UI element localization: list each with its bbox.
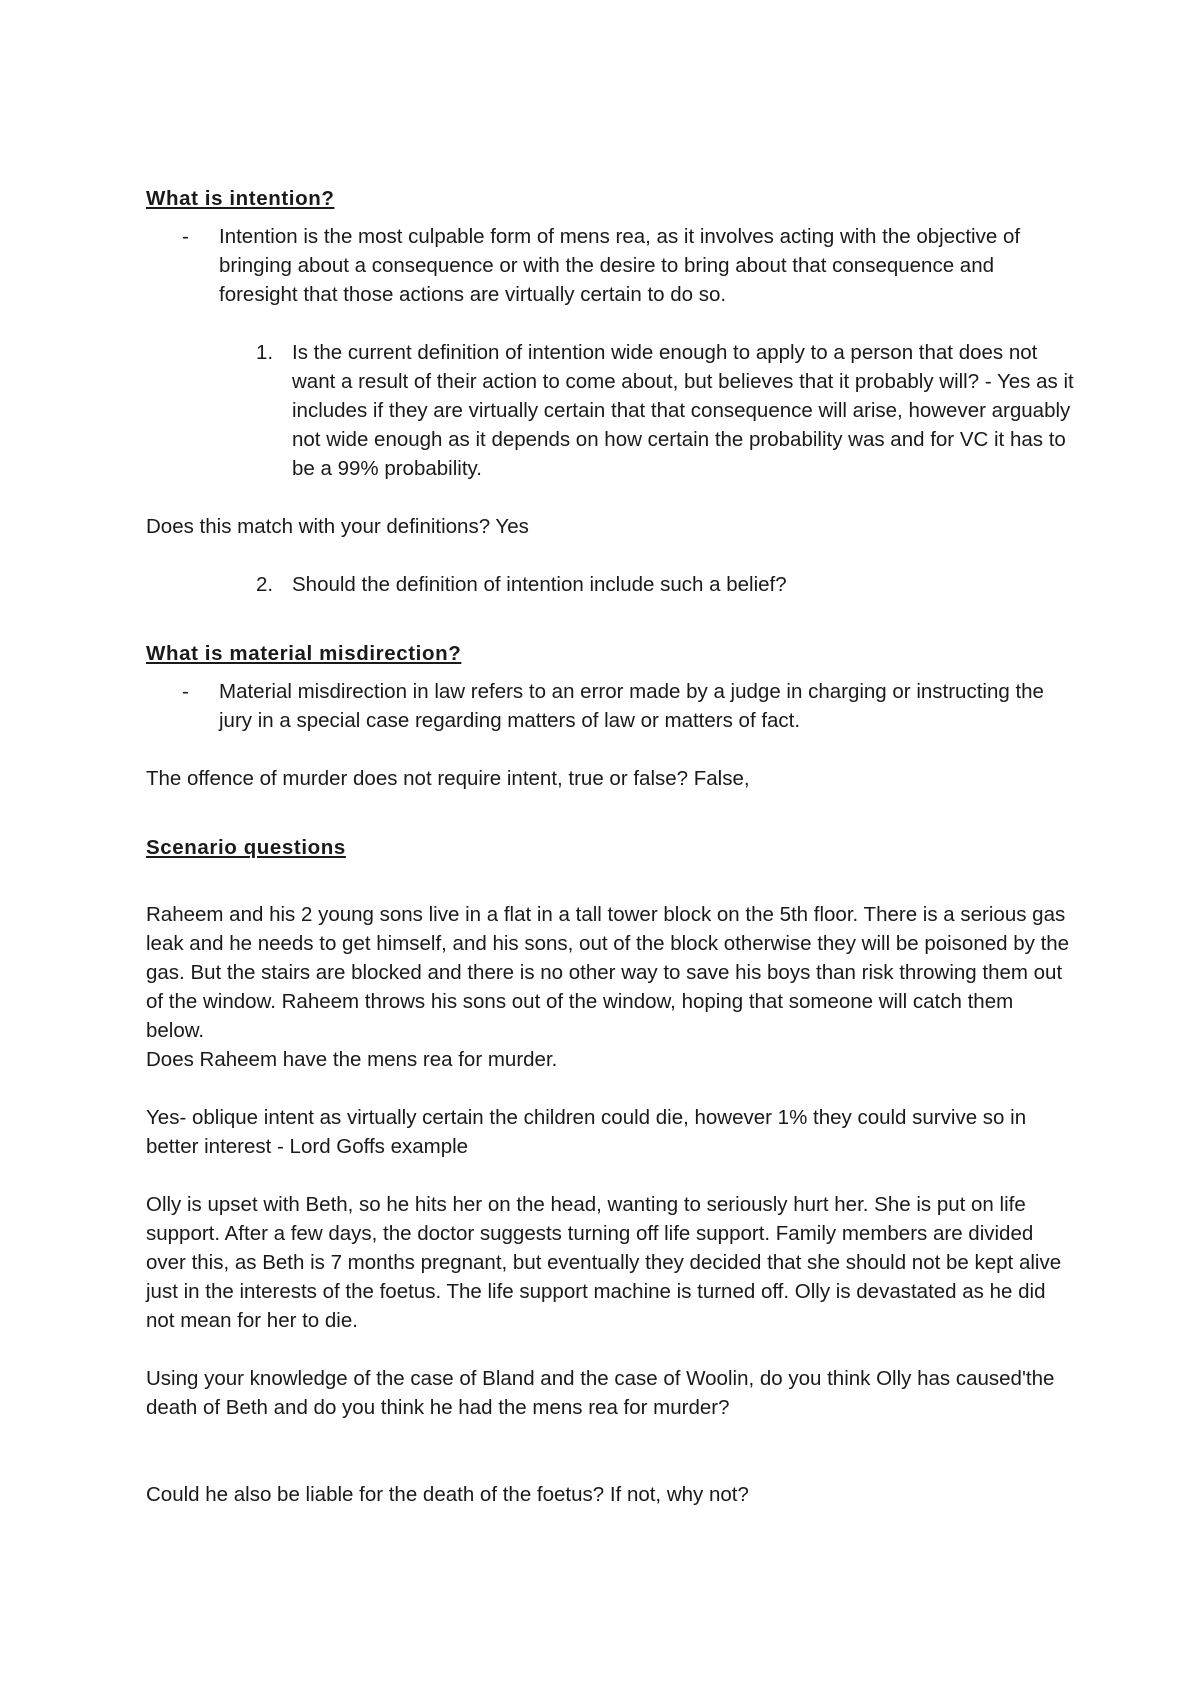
question-2-number: 2. (256, 573, 274, 596)
bullet-dash: - (182, 225, 189, 248)
question-1 (146, 338, 1076, 483)
scenario-1-text: Raheem and his 2 young sons live in a flat in a tall tower block on the 5th floor. There is a serious gas leak and he needs to get himself, and his sons, out of the block otherwise they will be poisoned by the gas. But the stairs are blocked and there is no other way to save his boys than risk throwing them out of the window. Raheem throws his sons out of the window, hoping that someone will catch them below. (146, 903, 1070, 1042)
scenario-2-text: Olly is upset with Beth, so he hits her on the head, wanting to seriously hurt her. She is put on life support. After a few days, the doctor suggests turning off life support. Family members are divided over this, as Beth is 7 months pregnant, but eventually they decided that she should not be kept alive just in the interests of the foetus. The life support machine is turned off. Olly is devastated as he did not mean for her to die. (146, 1193, 1062, 1332)
scenario-1-question: Does Raheem have the mens rea for murder. (146, 1048, 558, 1071)
misdirection-definition-bullet (146, 677, 1076, 735)
intention-definition-bullet (146, 222, 1076, 309)
heading-what-is-intention: What is intention? (146, 187, 335, 210)
scenario-1-answer: Yes- oblique intent as virtually certain the children could die, however 1% they could survive so in better interest - Lord Goffs example (146, 1106, 1027, 1158)
question-2 (146, 570, 1076, 599)
intention-definition-text: Intention is the most culpable form of mens rea, as it involves acting with the objective of bringing about a consequence or with the desire to bring about that consequence and foresight that those actions are virtually certain to do so. (219, 225, 1021, 306)
definitions-match-line: Does this match with your definitions? Yes (146, 515, 529, 538)
question-2-text: Should the definition of intention include such a belief? (292, 573, 787, 596)
murder-intent-line: The offence of murder does not require intent, true or false? False, (146, 767, 750, 790)
misdirection-definition-text: Material misdirection in law refers to an error made by a judge in charging or instructing the jury in a special case regarding matters of law or matters of fact. (219, 680, 1044, 732)
heading-material-misdirection: What is material misdirection? (146, 642, 462, 665)
bullet-dash: - (182, 680, 189, 703)
document-page (146, 184, 1076, 1509)
question-1-number: 1. (256, 341, 274, 364)
scenario-2-question: Using your knowledge of the case of Bland and the case of Woolin, do you think Olly has caused'the death of Beth and do you think he had the mens rea for murder? (146, 1367, 1055, 1419)
heading-scenario-questions: Scenario questions (146, 836, 346, 859)
question-1-text: Is the current definition of intention wide enough to apply to a person that does not want a result of their action to come about, but believes that it probably will? - Yes as it includes if they are virtually certain that that consequence will arise, however arguably not wide enough as it depends on how certain the probability was and for VC it has to be a 99% probability. (292, 341, 1074, 480)
scenario-2-followup: Could he also be liable for the death of the foetus? If not, why not? (146, 1483, 749, 1506)
